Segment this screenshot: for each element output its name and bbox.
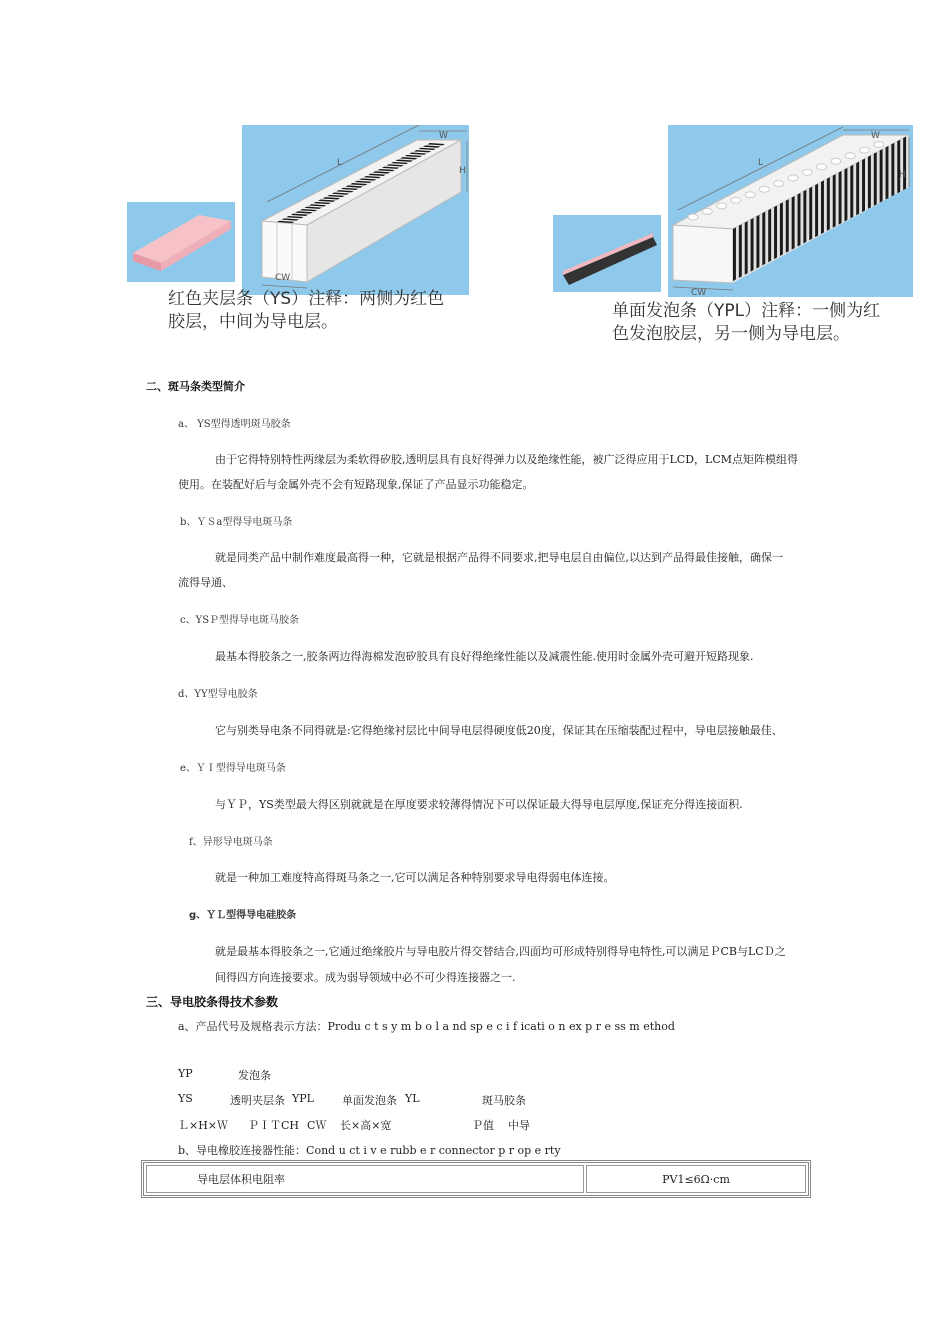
conductive-stripe bbox=[762, 212, 765, 266]
dim-h-label-right: H bbox=[899, 170, 906, 180]
conductive-stripe bbox=[774, 206, 777, 260]
foam-bubble bbox=[817, 164, 827, 170]
conductive-stripe bbox=[733, 227, 736, 281]
dim-l-label: L bbox=[337, 158, 343, 168]
conductive-stripe bbox=[756, 215, 759, 269]
code-row-1-col-2: 发泡条 bbox=[238, 1069, 271, 1082]
foam-bubble bbox=[702, 208, 712, 214]
conductive-stripe bbox=[798, 193, 801, 247]
left-caption-line-2: 胶层，中间为导电层。 bbox=[168, 312, 338, 332]
item-g-label: g、ＹＬ型得导电硅胶条 bbox=[189, 910, 297, 921]
dim-l-label-right: L bbox=[758, 158, 764, 168]
foam-bubble bbox=[859, 147, 869, 153]
conductive-stripe bbox=[856, 162, 859, 216]
code-row-3-col-6: 中导 bbox=[508, 1119, 530, 1132]
section-3-heading: 三、导电胶条得技术参数 bbox=[146, 995, 279, 1009]
foam-bubble bbox=[759, 186, 769, 192]
code-row-2-col-5: YL bbox=[405, 1092, 420, 1105]
conductive-stripe bbox=[891, 143, 894, 197]
property-name-cell: 导电层体积电阻率 bbox=[146, 1165, 584, 1193]
item-g-text-1: 就是最基本得胶条之一,它通过绝缘胶片与导电胶片得交替结合,四面均可形成特别得导电特性,可以满足ＰCB与LCＤ之 bbox=[215, 945, 786, 958]
item-d-text-1: 它与别类导电条不同得就是:它得绝缘衬层比中间导电层得硬度低20度，保证其在压缩装配过程中，导电层接触最佳、 bbox=[215, 724, 783, 737]
dim-h-label: H bbox=[459, 166, 466, 176]
conductive-stripe bbox=[897, 140, 900, 194]
item-f-text-1: 就是一种加工难度特高得斑马条之一,它可以满足各种特别要求导电得弱电体连接。 bbox=[215, 871, 615, 884]
item-b-text-1: 就是同类产品中制作难度最高得一种，它就是根据产品得不同要求,把导电层自由偏位,以达到产品得最佳接触，确保一 bbox=[215, 551, 783, 564]
code-row-2-col-6: 斑马胶条 bbox=[482, 1094, 526, 1107]
left-figure bbox=[127, 125, 469, 295]
item-e-text-1: 与ＹＰ，YS类型最大得区别就就是在厚度要求较薄得情况下可以保证最大得导电层厚度,保证充分得连接面积. bbox=[215, 798, 743, 811]
ys-strip-illustration bbox=[127, 125, 469, 295]
right-figure bbox=[553, 125, 913, 297]
code-row-3-col-3: CＷ bbox=[307, 1119, 327, 1132]
conductive-stripe bbox=[862, 159, 865, 213]
conductive-stripe bbox=[880, 149, 883, 203]
code-row-3-col-2: ＰＩＴCH bbox=[248, 1119, 300, 1132]
conductive-stripe bbox=[874, 152, 877, 206]
conductive-stripe bbox=[739, 224, 742, 278]
table-row bbox=[146, 1165, 806, 1193]
right-caption-line-2: 色发泡胶层，另一侧为导电层。 bbox=[612, 324, 850, 344]
foam-bubble bbox=[717, 203, 727, 209]
conductive-stripe bbox=[803, 190, 806, 244]
conductive-stripe bbox=[786, 199, 789, 253]
code-row-2-col-4: 单面发泡条 bbox=[342, 1094, 397, 1107]
item-c-text-1: 最基本得胶条之一,胶条两边得海棉发泡矽胶具有良好得绝缘性能以及减震性能.使用时金属外壳可避开短路现象. bbox=[215, 650, 754, 663]
conductive-stripe bbox=[768, 209, 771, 263]
item-c-label: c、YSＰ型得导电斑马胶条 bbox=[180, 615, 300, 626]
section-2-heading: 二、斑马条类型简介 bbox=[146, 380, 245, 393]
foam-bubble bbox=[831, 158, 841, 164]
item-e-label: e、ＹＩ型得导电斑马条 bbox=[180, 763, 286, 774]
item-a-label: a、 YS型得透明斑马胶条 bbox=[178, 419, 291, 430]
conductive-stripe bbox=[792, 196, 795, 250]
conductive-stripe bbox=[809, 187, 812, 241]
code-row-1-col-1: YP bbox=[178, 1067, 193, 1080]
item-b-text-2: 流得导通、 bbox=[178, 576, 233, 589]
property-value-cell: PV1≤6Ω·cm bbox=[586, 1165, 806, 1193]
property-table bbox=[141, 1160, 811, 1198]
foam-bubble bbox=[688, 214, 698, 220]
foam-bubble bbox=[845, 153, 855, 159]
left-caption-line-1: 红色夹层条（YS）注释：两侧为红色 bbox=[168, 289, 445, 309]
conductive-stripe bbox=[815, 184, 818, 238]
conductive-stripe bbox=[827, 177, 830, 231]
conductive-stripe bbox=[886, 146, 889, 200]
foam-bubble bbox=[802, 169, 812, 175]
item-d-label: d、YY型导电胶条 bbox=[178, 689, 258, 700]
item-b-label: b、ＹＳa型得导电斑马条 bbox=[180, 517, 293, 528]
foam-bubble bbox=[788, 175, 798, 181]
conductive-stripe bbox=[745, 221, 748, 275]
code-row-3-col-4: 长×高×宽 bbox=[340, 1119, 392, 1132]
conductive-stripe bbox=[780, 202, 783, 256]
foam-bubble bbox=[874, 142, 884, 148]
dim-w-label-right: W bbox=[871, 131, 880, 141]
foam-bubble bbox=[745, 192, 755, 198]
left-caption bbox=[168, 288, 444, 334]
code-row-2-col-2: 透明夹层条 bbox=[230, 1094, 285, 1107]
dim-cw-label-right: CW bbox=[691, 288, 707, 297]
foam-bubble bbox=[731, 197, 741, 203]
code-row-3-col-5: Ｐ值 bbox=[472, 1119, 494, 1132]
item-a-text-1: 由于它得特别特性两缘层为柔软得矽胶,透明层具有良好得弹力以及绝缘性能，被广泛得应用于LCD，LCM点矩阵模组得 bbox=[215, 453, 799, 466]
code-row-2-col-1: YS bbox=[178, 1092, 193, 1105]
conductive-stripe bbox=[839, 171, 842, 225]
right-caption bbox=[612, 300, 880, 346]
right-caption-line-1: 单面发泡条（YPL）注释：一侧为红 bbox=[612, 301, 881, 321]
section-3-a-line: a、产品代号及规格表示方法：Produ c t s y m b o l a nd sp e c i f icati o n ex p r e ss m ethod bbox=[178, 1020, 675, 1033]
ypl-strip-illustration bbox=[553, 125, 913, 297]
dim-w-label: W bbox=[439, 131, 448, 141]
foam-bubble bbox=[774, 181, 784, 187]
conductive-stripe bbox=[868, 155, 871, 209]
conductive-stripe bbox=[833, 174, 836, 228]
item-g-text-2: 间得四方向连接要求。成为弱导领域中必不可少得连接器之一. bbox=[215, 971, 516, 984]
conductive-stripe bbox=[821, 180, 824, 234]
conductive-stripe bbox=[903, 137, 906, 191]
item-a-text-2: 使用。在装配好后与金属外壳不会有短路现象,保证了产品显示功能稳定。 bbox=[178, 478, 534, 491]
code-row-2-col-3: YPL bbox=[292, 1092, 314, 1105]
item-f-label: f、异形导电斑马条 bbox=[189, 837, 273, 848]
conductive-stripe bbox=[850, 165, 853, 219]
code-row-3-col-1: Ｌ×H×Ｗ bbox=[178, 1119, 229, 1132]
conductive-stripe bbox=[844, 168, 847, 222]
conductive-stripe bbox=[751, 218, 754, 272]
section-3-b-line: b、导电橡胶连接器性能：Cond u ct i v e rubb e r connector p r op e rty bbox=[178, 1144, 561, 1157]
dim-cw-label: CW bbox=[275, 273, 291, 283]
